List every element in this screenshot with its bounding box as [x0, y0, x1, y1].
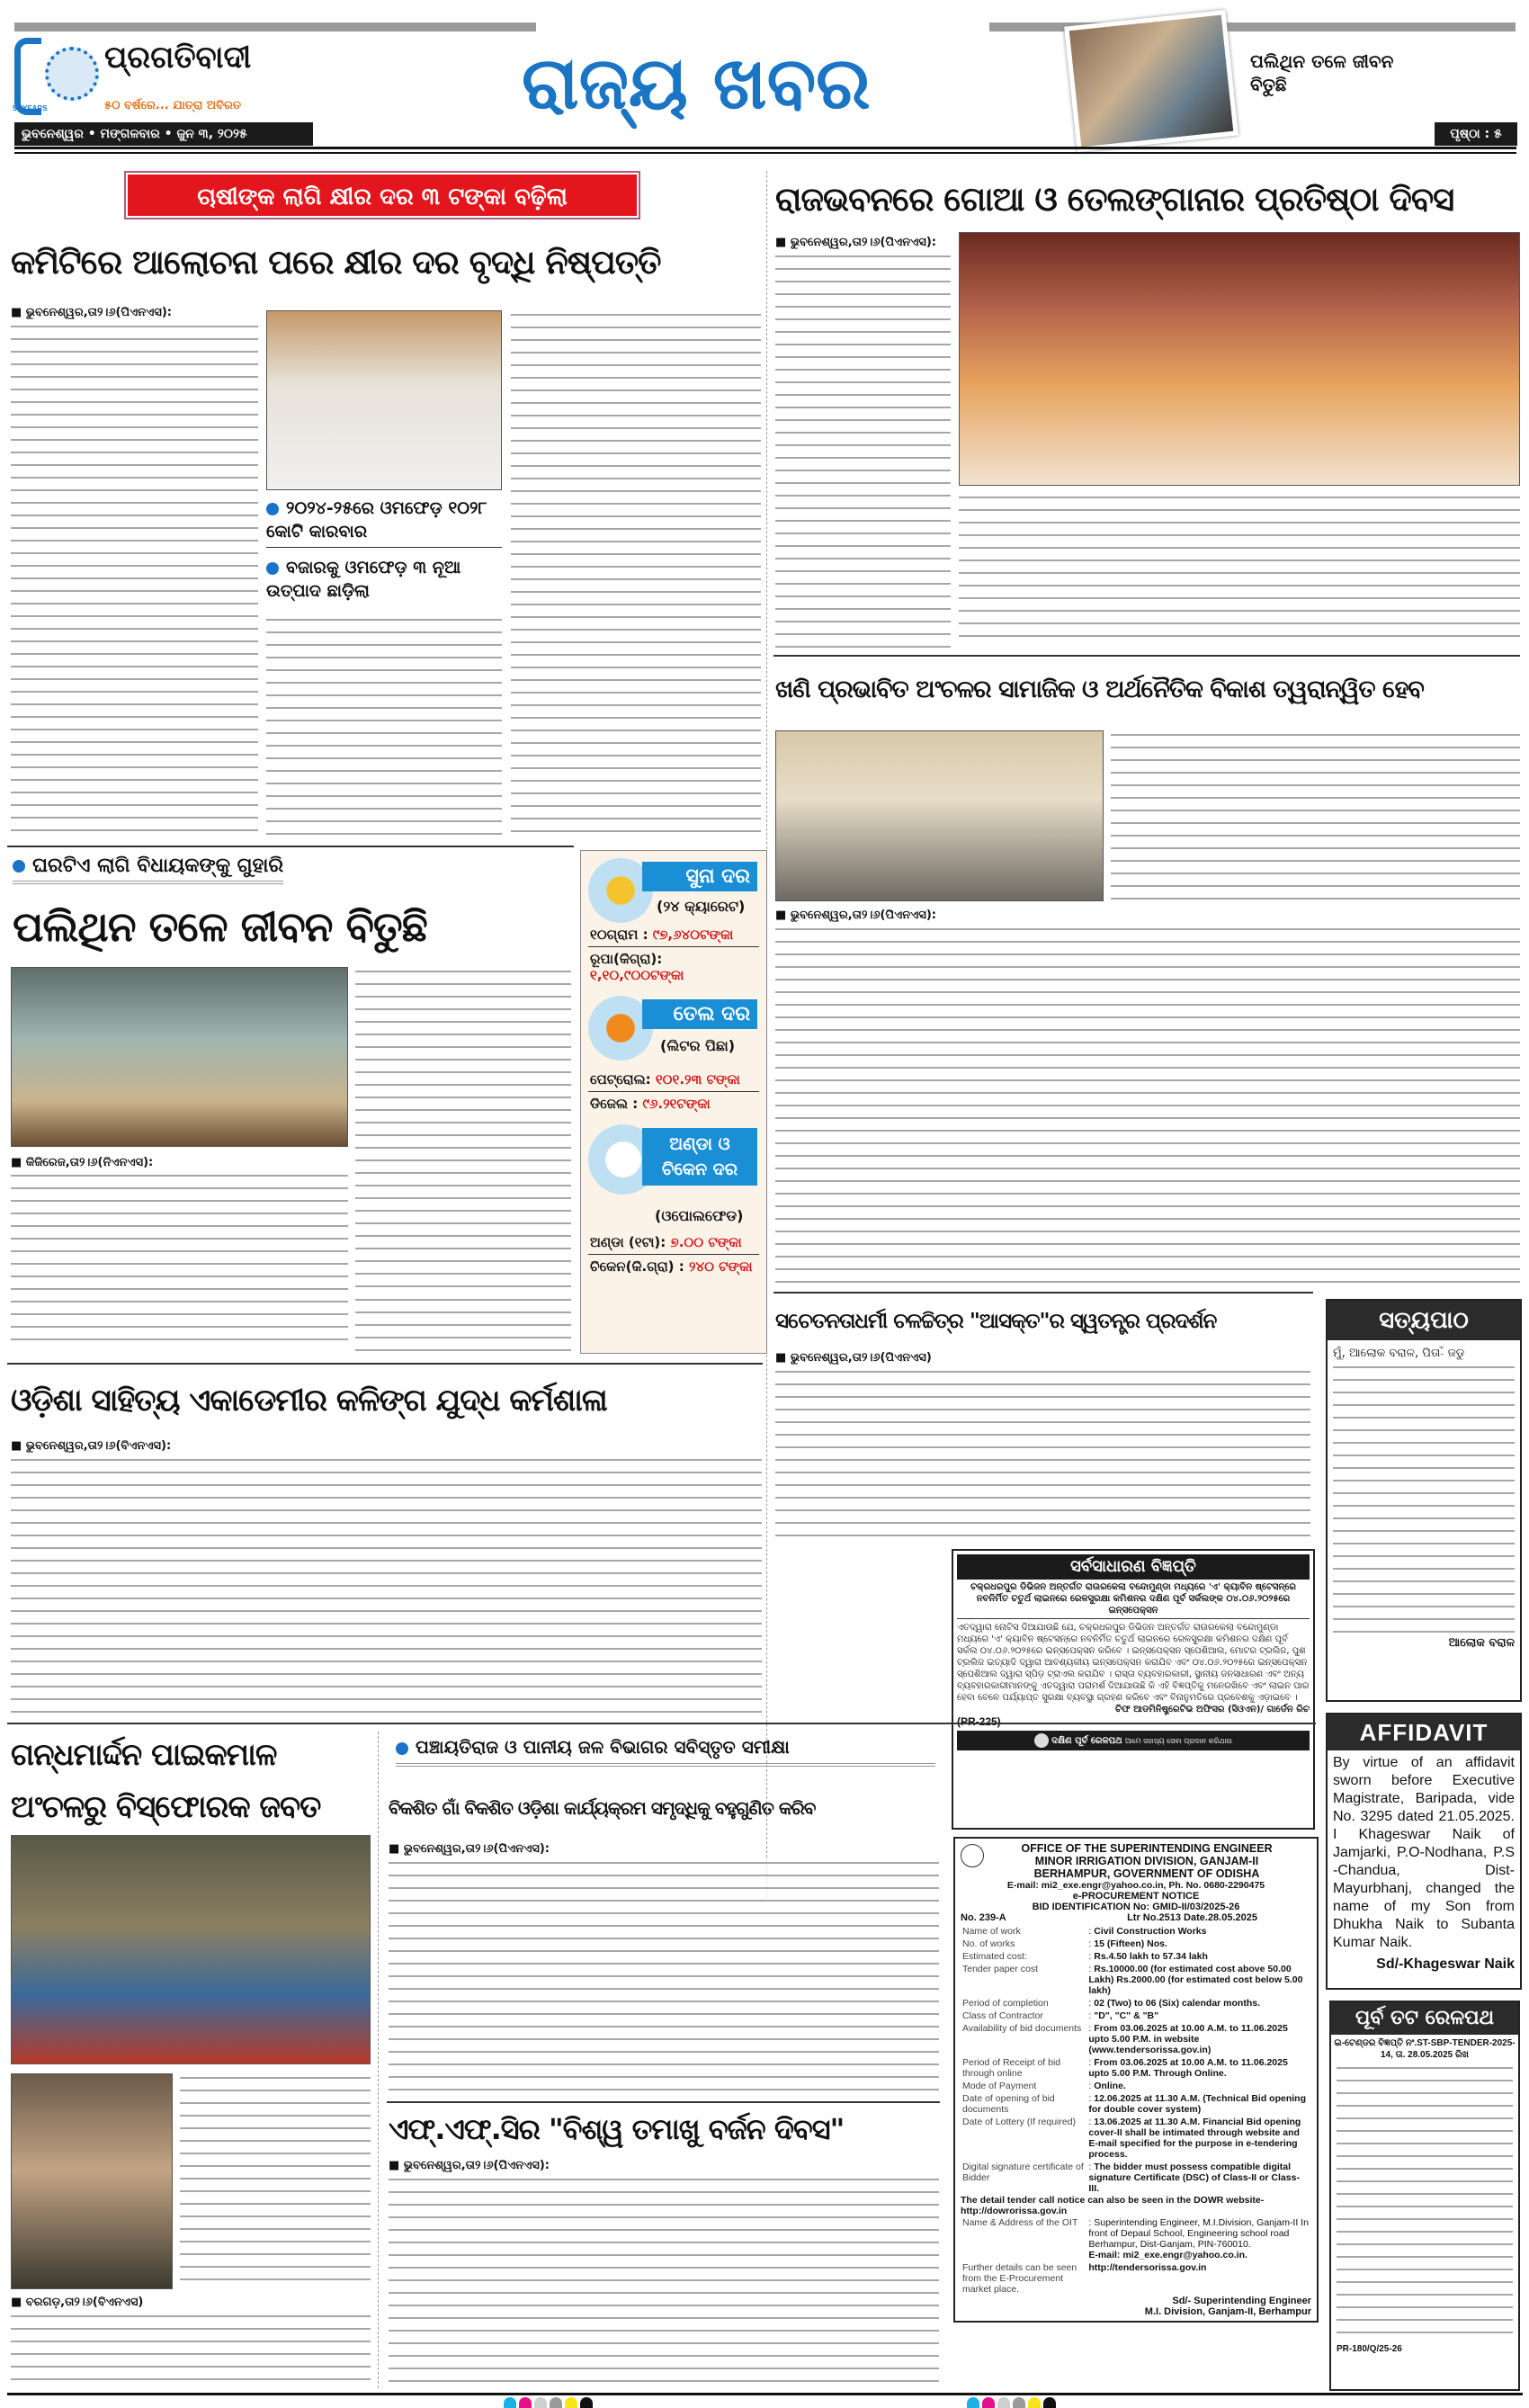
- header-double-rule: [14, 147, 1516, 154]
- paper-name: ପ୍ରଗତିବାଦୀ: [104, 40, 252, 76]
- milk-body-text: [511, 310, 761, 839]
- rajbhavan-body-text: [775, 252, 951, 648]
- tender-row: [961, 2092, 1311, 2116]
- film-headline[interactable]: ସଚେତନତାଧର୍ମୀ ଚଳଚ୍ଚିତ୍ର "ଆସକ୍ତ"ର ସ୍ୱତନ୍ତ୍ର ପ୍ରଦର୍ଶନ: [775, 1310, 1217, 1333]
- tender-row: [961, 1997, 1311, 2010]
- rajbhavan-body-text: [959, 493, 1520, 648]
- panchayat-kicker: ପଞ୍ଚାୟତିରାଜ ଓ ପାନୀୟ ଜଳ ବିଭାଗର ସବିସ୍ତୃତ ସମୀକ୍ଷା: [396, 1736, 935, 1767]
- panchayat-dateline: ■ ଭୁବନେଶ୍ୱର,ତା୨।୬(ପିଏନଏସ):: [389, 1842, 550, 1856]
- color-mark: [1028, 2397, 1041, 2408]
- mining-headline[interactable]: ଖଣି ପ୍ରଭାବିତ ଅଂଚଳର ସାମାଜିକ ଓ ଅର୍ଥନୈତିକ ବିକାଶ ତ୍ୱରାନ୍ୱିତ ହେବ: [775, 676, 1424, 703]
- tender-row: [961, 2022, 1311, 2056]
- police-officer-photo: [11, 2073, 173, 2289]
- teaser-photo: [1064, 10, 1238, 152]
- page-number: ପୃଷ୍ଠା : ୫: [1435, 122, 1517, 146]
- tender-row-value: : "D", "C" & "B": [1088, 2010, 1159, 2021]
- dateline-bar: ଭୁବନେଶ୍ୱର • ମଙ୍ଗଳବାର • ଜୁନ ୩, ୨୦୨୫: [14, 122, 313, 146]
- tender-bid-id: BID IDENTIFICATION No: GMID-II/03/2025-26: [1032, 1902, 1240, 1912]
- tender-row-label: Period of Receipt of bid through online: [962, 2057, 1061, 2079]
- rajbhavan-photo: [959, 232, 1520, 486]
- tender-row-value: : 12.06.2025 at 11.30 A.M. (Technical Bid opening for double cover system): [1088, 2093, 1306, 2115]
- panchayat-body-text: [389, 1858, 939, 2097]
- affidavit-signature: Sd/-Khageswar Naik: [1376, 1956, 1515, 1972]
- affidavit-title: AFFIDAVIT: [1328, 1714, 1520, 1750]
- egg-section-header: [588, 1124, 759, 1231]
- satyapatha-text: ମୁଁ, ଆଲୋକ ବରାଳ, ପିତା-ଁ ଜଡୁ: [1333, 1347, 1465, 1360]
- tender-row-label: No. of works: [962, 1938, 1015, 1949]
- tender-row: [961, 1950, 1311, 1963]
- satyapatha-box: [1326, 1299, 1522, 1702]
- tender-row-value: : Rs.10000.00 (for estimated cost above 50.00 Lakh) Rs.2000.00 (for estimated cost below 5.00 lakh): [1088, 1964, 1303, 1996]
- tender-row-label: Period of completion: [962, 1998, 1049, 2009]
- footer-rule: [7, 2393, 1523, 2395]
- color-mark: [504, 2397, 516, 2408]
- tender-row-value: : 02 (Two) to 06 (Six) calendar months.: [1088, 1998, 1260, 2009]
- price-row: ଚିକେନ(କି.ଗ୍ରା) : ୨୪୦ ଟଙ୍କା: [590, 1258, 753, 1275]
- tender-notice-type: e-PROCUREMENT NOTICE: [1072, 1891, 1200, 1902]
- fuel-subtitle: (ଲିଟର ପିଛା): [660, 1037, 736, 1054]
- color-mark: [967, 2397, 979, 2408]
- tender-row: [961, 2161, 1311, 2195]
- egg-title: ଅଣ୍ଡା ଓ ଚିକେନ ଦର: [642, 1128, 757, 1186]
- tender-row-value: : The bidder must possess compatible digital signature Certificate (DSC) of Class-II or Class-III.: [1088, 2162, 1300, 2194]
- polythene-headline[interactable]: ପଲିଥିନ ତଳେ ଜୀବନ ବିତୁଛି: [13, 902, 427, 951]
- tagline: ୫୦ ବର୍ଷରେ... ଯାତ୍ରା ଅବିରତ: [104, 99, 242, 112]
- tender-oit-table: [961, 2216, 1311, 2296]
- egg-subtitle: (ଓପୋଲଫେଡ): [655, 1207, 744, 1224]
- satyapatha-signature: ଆଲୋକ ବରାଳ: [1448, 1636, 1515, 1650]
- tender-row: [961, 2056, 1311, 2080]
- milk-body-text: [11, 322, 258, 839]
- color-mark: [534, 2397, 547, 2408]
- bullet-icon: [13, 860, 25, 873]
- rajbhavan-headline[interactable]: ରାଜଭବନରେ ଗୋଆ ଓ ତେଲଙ୍ଗାନାର ପ୍ରତିଷ୍ଠା ଦିବସ: [775, 180, 1454, 219]
- section-rule: [773, 655, 1520, 657]
- tender-row-value: : Online.: [1088, 2081, 1126, 2091]
- header-rule-left: [14, 22, 536, 31]
- tender-row-label: Tender paper cost: [962, 1964, 1039, 1974]
- film-dateline: ■ ଭୁବନେଶ୍ୱର,ତା୨।୬(ପିଏନଏସ): [775, 1351, 932, 1365]
- anniversary-text: 50 YEARS: [13, 104, 48, 112]
- tender-row: [961, 2080, 1311, 2092]
- panchayat-headline[interactable]: ବିକଶିତ ଗାଁ ବିକଶିତ ଓଡ଼ିଶା କାର୍ଯ୍ୟକ୍ରମ ସମୃଦ୍ଧିକୁ ବହୁଗୁଣିତ କରିବ: [389, 1797, 816, 1819]
- polythene-body-text: [355, 967, 571, 1291]
- polythene-body-text: [355, 1295, 571, 1351]
- irrigation-tender-notice: [953, 1837, 1319, 2323]
- tender-row-label: Date of Lottery (If required): [962, 2117, 1077, 2127]
- tender-row: [961, 2010, 1311, 2022]
- tender-row-value: : 15 (Fifteen) Nos.: [1088, 1938, 1167, 1949]
- tender-office: OFFICE OF THE SUPERINTENDING ENGINEER MINOR IRRIGATION DIVISION, GANJAM-II BERHAMPUR, GOVERNMENT OF ODISHA: [1021, 1842, 1273, 1880]
- section-rule: [773, 1292, 1313, 1294]
- tender-row-value: : 13.06.2025 at 11.30 A.M. Financial Bid opening cover-II shall be intimated through website and E-mail specified for the purpose in e-tendering process.: [1088, 2117, 1301, 2160]
- explosives-photo: [11, 1835, 371, 2064]
- tender-row-label: Mode of Payment: [962, 2081, 1037, 2091]
- tender-details-table: [961, 1925, 1311, 2195]
- odisha-emblem-icon: [961, 1844, 984, 1867]
- tender-row-label: Class of Contractor: [962, 2010, 1043, 2021]
- tender-dowr-note: The detail tender call notice can also be seen in the DOWR website- http://dowrorissa.gov.in: [961, 2195, 1265, 2216]
- milk-photo: [266, 310, 502, 490]
- emblem-icon: [45, 47, 99, 101]
- mining-dateline: ■ ଭୁବନେଶ୍ୱର,ତା୨।୬(ପିଏନଏସ):: [775, 909, 936, 922]
- milk-headline[interactable]: କମିଟିରେ ଆଲୋଚନା ପରେ କ୍ଷୀର ଦର ବୃଦ୍ଧି ନିଷ୍ପତ୍ତି: [11, 243, 661, 282]
- gold-title: ସୁନା ଦର: [642, 862, 757, 891]
- color-mark: [580, 2397, 593, 2408]
- tender-further-value[interactable]: http://tendersorissa.gov.in: [1088, 2262, 1207, 2273]
- rail-notice-subtitle: ଚକ୍ରଧରପୁର ଡିଭିଜନ ଅନ୍ତର୍ଗତ ରାଉରକେଲା ବନ୍ଦୋମୁଣ୍ଡା ମଧ୍ୟରେ 'ଏ' କ୍ୟାବିନ ଷ୍ଟେସନ୍‌ରେ ନବନିର୍ମିତ ଚତୁର୍ଥ ଲାଇନରେ ରେଳସୁରକ୍ଷା କମିଶନର ଦକ୍ଷିଣ ପୂର୍ବ ସର୍କଲଙ୍କ ୦୪.୦୬.୨୦୨୫ରେ ଇନ୍ସପେକ୍ସନ: [957, 1580, 1310, 1619]
- price-row: ଡିଜେଲ : ୯୬.୨୧ଟଙ୍କା: [590, 1096, 711, 1112]
- tender-row: [961, 1938, 1311, 1950]
- polythene-body-text: [11, 1171, 348, 1351]
- tender-signature-office: M.I. Division, Ganjam-II, Berhampur: [1144, 2306, 1311, 2317]
- milk-dateline: ■ ଭୁବନେଶ୍ୱର,ତା୨।୬(ପିଏନଏସ):: [11, 306, 172, 319]
- section-rule: [387, 2101, 940, 2103]
- gandhamardan-dateline: ■ ବରଗଡ଼,ତା୨।୬(ବିଏନଏସ): [11, 2296, 144, 2309]
- east-coast-rail-tender: [1329, 2001, 1520, 2391]
- affidavit-body: By virtue of an affidavit sworn before Executive Magistrate, Baripada, vide No. 3295 dated 21.05.2025. I Khageswar Naik of Jamjarki, P.O-Nodhana, P.S -Chandua, Dist- Mayurbhanj, changed the name of my Son from Dhukha Naik to Subanta Kumar Naik.: [1333, 1755, 1515, 1950]
- teaser-text[interactable]: ପଲିଥିନ ତଳେ ଜୀବନ ବିତୁଛି: [1250, 50, 1394, 95]
- film-body-text: [775, 1367, 1310, 1545]
- sahitya-dateline: ■ ଭୁବନେଶ୍ୱର,ତା୨।୬(ବିଏନଏସ):: [11, 1439, 172, 1453]
- rajbhavan-dateline: ■ ଭୁବନେଶ୍ୱର,ତା୨।୬(ପିଏନଏସ):: [775, 236, 936, 249]
- rail-notice-ref: (PR-225): [957, 1715, 1001, 1728]
- mining-body-text: [775, 925, 1520, 1285]
- east-coast-rail-text: ଇ-ଟେଣ୍ଡର ବିଜ୍ଞପ୍ତି ନଂ.ST-SBP-TENDER-2025-14, ତା. 28.05.2025 ରିଖ: [1334, 2038, 1516, 2060]
- tender-contact: E-mail: mi2_exe.engr@yahoo.co.in, Ph. No. 0680-2290475: [1006, 1880, 1265, 1891]
- tender-row: [961, 2116, 1311, 2161]
- gandhamardan-body-text: [11, 2312, 371, 2386]
- rail-notice-body: ଏତଦ୍ୱାରା ନୋଟିସ ଦିଆଯାଉଛି ଯେ, ଚକ୍ରଧରପୁର ଡିଭିଜନ ଅନ୍ତର୍ଗତ ରାଉରକେଲା ବନ୍ଦୋମୁଣ୍ଡା ମଧ୍ୟରେ 'ଏ' କ୍ୟାବିନ ଷ୍ଟେସନ୍‌ରେ ନବନିର୍ମିତ ଚତୁର୍ଥ ଲାଇନରେ ରେଳସୁରକ୍ଷା କମିଶନର ଦକ୍ଷିଣ ପୂର୍ବ ସର୍କଲ ୦୪.୦୬.୨୦୨୫ରେ ଇନ୍ସପେକ୍ସନ କରିବେ । ଇନ୍ସପେକ୍ସନ ସ୍ପେଶିଆଲ, ମୋଟର ଟ୍ରଲିଜ, ପୁଶ ଟ୍ରଲିଜ ଇତ୍ୟାଦି ଦ୍ୱାରା ଆବଶ୍ୟକୀୟ ଇନ୍ସପେକ୍ସନ କରାଯିବ ଏବଂ ୦୪.୦୬.୨୦୨୫ରେ ଇନ୍ସପେକ୍ସନ ସ୍ପେଶିଆଲ ଦ୍ୱାରା ସ୍ପିଡ଼ ଟ୍ରାଏଲ କରାଯିବ । ରାସ୍ତା ବ୍ୟବହାରକାରୀ, ସ୍ଥାନୀୟ ଜନସାଧାରଣ ଏବଂ ଅନ୍ୟ ବ୍ୟବହାରକାରୀମାନଙ୍କୁ ଏତଦ୍ୱାରା ପରାମର୍ଶ ଦିଆଯାଉଛି କି ଏହି ବିଜ୍ଞପ୍ତିକୁ ମନେରଖିବେ ଏବଂ ଲାଇନ ପାର ହେବା ବେଳେ ପର୍ଯ୍ୟାପ୍ତ ସୁରକ୍ଷା ବ୍ୟବସ୍ଥା ଗ୍ରହଣ କରିବେ ଏବଂ ବିନାନୁମତିରେ ପ୍ରବେଶକୁ ଏଡ଼ାଇବେ ।: [957, 1623, 1310, 1703]
- color-mark: [1043, 2397, 1056, 2408]
- registration-color-marks: [967, 2397, 1056, 2408]
- satyapatha-title: ସତ୍ୟପାଠ: [1328, 1301, 1520, 1340]
- color-mark: [550, 2397, 562, 2408]
- east-coast-rail-title: ପୂର୍ବ ତଟ ରେଳପଥ: [1331, 2002, 1518, 2035]
- sahitya-body-text: [11, 1455, 762, 1716]
- fuel-title: ତେଲ ଦର: [642, 999, 757, 1029]
- tender-further-label: Further details can be seen from the E-Procurement market place.: [962, 2262, 1077, 2295]
- tender-row: [961, 1963, 1311, 1997]
- tender-row: [961, 1925, 1311, 1938]
- sahitya-headline[interactable]: ଓଡ଼ିଶା ସାହିତ୍ୟ ଏକାଡେମୀର କଳିଙ୍ଗ ଯୁଦ୍ଧ କର୍ମଶାଳା: [11, 1383, 607, 1419]
- tobacco-dateline: ■ ଭୁବନେଶ୍ୱର,ତା୨।୬(ପିଏନଏସ):: [389, 2159, 550, 2172]
- gold-section-header: [588, 858, 759, 923]
- gandhamardan-body-text: [180, 2073, 371, 2289]
- polythene-photo: [11, 967, 348, 1147]
- tender-row-value: : Civil Construction Works: [1088, 1926, 1207, 1937]
- bullet-icon: [266, 562, 279, 575]
- tobacco-headline[interactable]: ଏଫ୍.ଏଫ୍.ସିର "ବିଶ୍ୱ ତମାଖୁ ବର୍ଜନ ଦିବସ": [389, 2112, 845, 2146]
- bullet-icon: [266, 503, 279, 515]
- gandhamardan-headline[interactable]: ଗନ୍ଧମାର୍ଦ୍ଦନ ପାଇକମାଳ ଅଂଚଳରୁ ବିସ୍ଫୋରକ ଜବତ: [11, 1737, 321, 1825]
- tender-row-value: : From 03.06.2025 at 10.00 A.M. to 11.06.2025 upto 5.00 P.M. Through Online.: [1088, 2057, 1288, 2079]
- tender-row-label: Availability of bid documents: [962, 2023, 1082, 2034]
- price-row: ରୂପା(କିଗ୍ରା): ୧,୧୦,୯୦୦ଟଙ୍କା: [590, 951, 684, 983]
- section-rule: [7, 1723, 1316, 1724]
- color-mark: [519, 2397, 532, 2408]
- tender-ref-row: No. 239-A Ltr No.2513 Date.28.05.2025: [961, 1912, 1257, 1923]
- price-row: ଅଣ୍ଡା (୧ଟା): ୭.୦୦ ଟଙ୍କା: [588, 1231, 759, 1255]
- tender-signature: Sd/- Superintending Engineer: [1172, 2296, 1311, 2306]
- section-title: ରାଜ୍ୟ ଖବର: [522, 41, 871, 125]
- column-divider: [378, 1732, 379, 2388]
- section-rule: [7, 846, 574, 847]
- registration-color-marks: [504, 2397, 593, 2408]
- east-coast-rail-ref: PR-180/Q/25-26: [1337, 2344, 1402, 2354]
- fuel-section-header: [588, 996, 759, 1068]
- tender-row-value: : Rs.4.50 lakh to 57.34 lakh: [1088, 1951, 1208, 1962]
- section-rule: [7, 1363, 763, 1365]
- tender-row-label: Digital signature certificate of Bidder: [962, 2162, 1084, 2183]
- rail-public-notice: [952, 1549, 1315, 1830]
- logo: [13, 34, 309, 120]
- color-mark: [982, 2397, 995, 2408]
- satyapatha-body-text: [1333, 1363, 1515, 1633]
- rail-notice-signatory: ଚିଫ ଆଡମିନିଷ୍ଟ୍ରେଟିଭ ଅଫିସର (ସିଓଏନ)/ ଗାର୍ଡେନ ରିଚ: [1114, 1705, 1310, 1714]
- mining-body-text: [1111, 730, 1520, 901]
- milk-body-text: [266, 615, 502, 839]
- gold-subtitle: (୨୪ କ୍ୟାରେଟ): [657, 898, 746, 915]
- bullet-icon: [396, 1742, 408, 1755]
- tender-oit-label: Name & Address of the OIT: [962, 2217, 1078, 2228]
- rail-notice-title: ସର୍ବସାଧାରଣ ବିଜ୍ଞପ୍ତି: [957, 1554, 1310, 1580]
- color-mark: [1013, 2397, 1025, 2408]
- polythene-kicker: ଘରଟିଏ ଲାଗି ବିଧାୟକଙ୍କୁ ଗୁହାରି: [13, 855, 283, 884]
- mining-photo: [775, 730, 1104, 901]
- tender-row-label: Date of opening of bid documents: [962, 2093, 1055, 2115]
- tender-row-label: Estimated cost:: [962, 1951, 1027, 1962]
- tender-row-value: : From 03.06.2025 at 10.00 A.M. to 11.06.2025 upto 5.00 P.M. in website (www.tendersorissa.gov.in): [1088, 2023, 1288, 2055]
- milk-subhead-1: ୨୦୨୪-୨୫ରେ ଓମଫେଡ଼ ୧୦୨୮ କୋଟି କାରବାର: [266, 497, 502, 548]
- rail-notice-footer: ଦକ୍ଷିଣ ପୂର୍ବ ରେଳପଥ ଆମେ ସହାସ୍ୟ ସେବା ପ୍ରଦାନ କରିଥାଉ: [957, 1731, 1310, 1750]
- price-box: [580, 850, 767, 1354]
- milk-kicker: ଚାଷୀଙ୍କ ଲାଗି କ୍ଷୀର ଦର ୩ ଟଙ୍କା ବଢ଼ିଲା: [126, 173, 639, 218]
- railway-emblem-icon: [1034, 1733, 1049, 1748]
- polythene-dateline: ■ କିଜିରେଜ,ତା୨।୬(ନିଏନଏସ):: [11, 1156, 154, 1169]
- color-mark: [565, 2397, 577, 2408]
- east-coast-rail-body-text: [1337, 2063, 1513, 2342]
- price-row: ୧୦ଗ୍ରାମ : ୯୭,୬୪୦ଟଙ୍କା: [588, 923, 759, 947]
- affidavit-box: [1326, 1713, 1522, 1990]
- tender-row-label: Name of work: [962, 1926, 1021, 1937]
- tender-oit-value: : Superintending Engineer, M.I.Division, Ganjam-II In front of Depaul School, Engineering school road Berhampur, Dist-Ganjam, PIN-760010. E-mail: mi2_exe.engr@yahoo.co.in.: [1088, 2217, 1309, 2260]
- tobacco-body-text: [389, 2175, 939, 2389]
- price-row: ପେଟ୍ରୋଲ: ୧୦୧.୨୩ ଟଙ୍କା: [588, 1068, 759, 1092]
- milk-subhead-2: ବଜାରକୁ ଓମଫେଡ଼ ୩ ନୂଆ ଉତ୍ପାଦ ଛାଡ଼ିଲା: [266, 558, 461, 601]
- color-mark: [997, 2397, 1010, 2408]
